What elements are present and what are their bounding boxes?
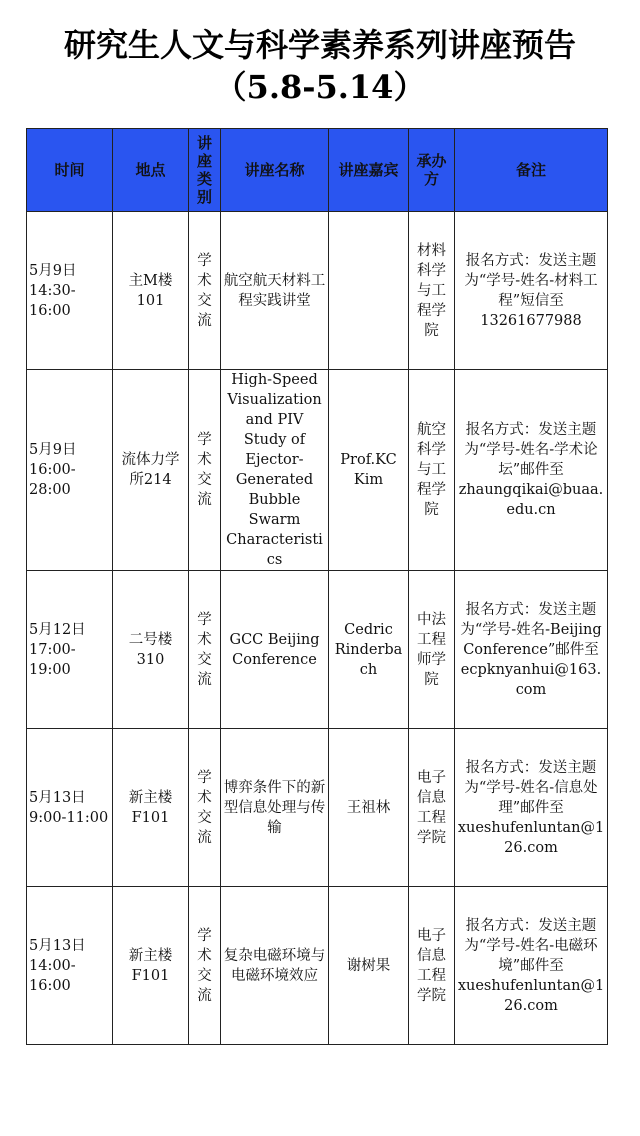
cell-name: GCC Beijing Conference bbox=[221, 571, 329, 729]
cell-name: 博弈条件下的新型信息处理与传输 bbox=[221, 729, 329, 887]
header-name: 讲座名称 bbox=[221, 129, 329, 212]
cell-name: 航空航天材料工程实践讲堂 bbox=[221, 212, 329, 370]
header-type: 讲座类别 bbox=[189, 129, 221, 212]
cell-host: 电子信息工程学院 bbox=[409, 729, 455, 887]
header-note: 备注 bbox=[455, 129, 608, 212]
cell-time: 5月12日 17:00-19:00 bbox=[27, 571, 113, 729]
cell-note: 报名方式：发送主题为“学号-姓名-材料工程”短信至13261677988 bbox=[455, 212, 608, 370]
cell-guest: Cedric Rinderbach bbox=[329, 571, 409, 729]
cell-location: 新主楼F101 bbox=[113, 887, 189, 1045]
header-time: 时间 bbox=[27, 129, 113, 212]
cell-type: 学术交流 bbox=[189, 729, 221, 887]
cell-note: 报名方式：发送主题为“学号-姓名-电磁环境”邮件至xueshufenluntan@126.com bbox=[455, 887, 608, 1045]
cell-time: 5月9日 16:00-28:00 bbox=[27, 370, 113, 571]
cell-name: High-Speed Visualization and PIV Study of Ejector-Generated Bubble Swarm Characteristics bbox=[221, 370, 329, 571]
cell-location: 新主楼F101 bbox=[113, 729, 189, 887]
cell-type: 学术交流 bbox=[189, 212, 221, 370]
table-row bbox=[27, 571, 608, 729]
cell-name: 复杂电磁环境与电磁环境效应 bbox=[221, 887, 329, 1045]
cell-note: 报名方式：发送主题为“学号-姓名-信息处理”邮件至xueshufenluntan@126.com bbox=[455, 729, 608, 887]
cell-time: 5月13日 9:00-11:00 bbox=[27, 729, 113, 887]
header-row bbox=[27, 129, 608, 212]
cell-host: 航空科学与工程学院 bbox=[409, 370, 455, 571]
header-host: 承办方 bbox=[409, 129, 455, 212]
cell-guest bbox=[329, 212, 409, 370]
cell-host: 电子信息工程学院 bbox=[409, 887, 455, 1045]
cell-time: 5月9日 14:30-16:00 bbox=[27, 212, 113, 370]
cell-note: 报名方式：发送主题为“学号-姓名-学术论坛”邮件至zhaungqikai@buaa.edu.cn bbox=[455, 370, 608, 571]
cell-type: 学术交流 bbox=[189, 571, 221, 729]
cell-type: 学术交流 bbox=[189, 887, 221, 1045]
cell-host: 中法工程师学院 bbox=[409, 571, 455, 729]
cell-type: 学术交流 bbox=[189, 370, 221, 571]
cell-location: 主M楼101 bbox=[113, 212, 189, 370]
cell-guest: 谢树果 bbox=[329, 887, 409, 1045]
cell-location: 流体力学所214 bbox=[113, 370, 189, 571]
page-title: 研究生人文与科学素养系列讲座预告 bbox=[63, 26, 576, 64]
table-row bbox=[27, 212, 608, 370]
cell-host: 材料科学与工程学院 bbox=[409, 212, 455, 370]
lecture-table bbox=[26, 128, 608, 1045]
cell-guest: Prof.KC Kim bbox=[329, 370, 409, 571]
header-guest: 讲座嘉宾 bbox=[329, 129, 409, 212]
date-range: （5.8-5.14） bbox=[214, 68, 426, 106]
table-row bbox=[27, 370, 608, 571]
cell-guest: 王祖林 bbox=[329, 729, 409, 887]
table-row bbox=[27, 887, 608, 1045]
table-row bbox=[27, 729, 608, 887]
header-location: 地点 bbox=[113, 129, 189, 212]
cell-location: 二号楼310 bbox=[113, 571, 189, 729]
cell-time: 5月13日 14:00-16:00 bbox=[27, 887, 113, 1045]
cell-note: 报名方式：发送主题为“学号-姓名-Beijing Conference”邮件至ecpknyanhui@163.com bbox=[455, 571, 608, 729]
